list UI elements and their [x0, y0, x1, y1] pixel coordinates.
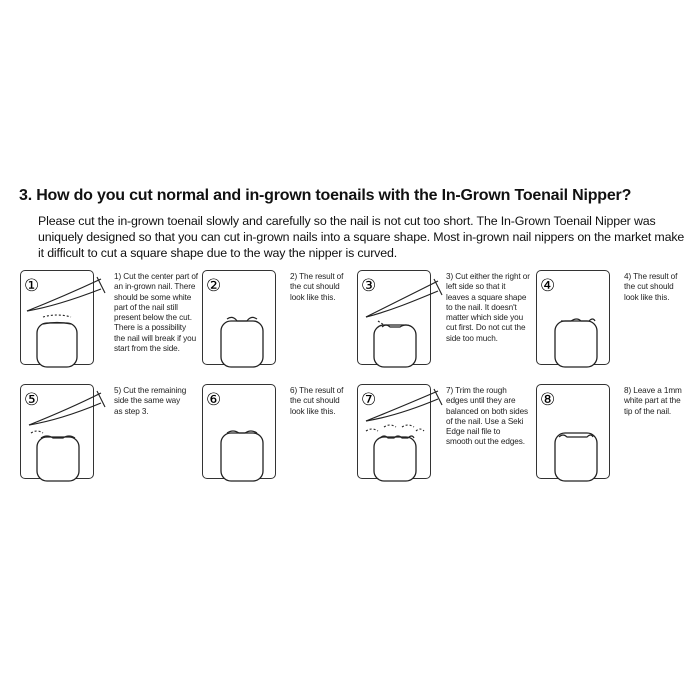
nipper-trimming-edges-icon [358, 385, 432, 480]
step-8-text: 8) Leave a 1mm white part at the tip of the nail. [624, 386, 682, 416]
step-7-number: ⑦ [361, 390, 377, 410]
step-4-text: 4) The result of the cut should look like this. [624, 272, 678, 302]
step-1-text: 1) Cut the center part of an in-grown nail. There should be some white part of the nail still present below the cut. There is a possibility the nail will break if you start from the side. [114, 272, 198, 354]
step-2-illustration [202, 270, 276, 365]
nipper-cutting-center-icon [21, 271, 95, 366]
step-4-illustration [536, 270, 610, 365]
step-1-illustration [20, 270, 94, 365]
intro-paragraph: Please cut the in-grown toenail slowly and carefully so the nail is not cut too short. The In-Grown Toenail Nipper was uniquely designed so that you can cut in-grown nails into a square shape. Most in-grown nail nippers on the market make it difficult to cut a square shape due to the way the nipper is curved. [38, 214, 685, 260]
toenail-side-cut-icon [537, 271, 611, 366]
step-8-number: ⑧ [540, 390, 556, 410]
page-title: 3. How do you cut normal and in-grown toenails with the In-Grown Toenail Nipper? [19, 187, 632, 204]
step-5-illustration [20, 384, 94, 479]
step-8-illustration [536, 384, 610, 479]
step-2-text: 2) The result of the cut should look like this. [290, 272, 344, 302]
nipper-cutting-remaining-side-icon [21, 385, 95, 480]
nipper-cutting-side-icon [358, 271, 432, 366]
step-3-number: ③ [361, 276, 377, 296]
toenail-square-cut-icon [203, 385, 277, 480]
step-3-text: 3) Cut either the right or left side so that it leaves a square shape to the nail. It doesn't matter which side you cut first. Do not cut the side too much. [446, 272, 530, 343]
step-5-number: ⑤ [24, 390, 40, 410]
step-6-text: 6) The result of the cut should look like this. [290, 386, 344, 416]
step-2-number: ② [206, 276, 222, 296]
step-7-text: 7) Trim the rough edges until they are balanced on both sides of the nail. Use a Seki Edge nail file to smooth out the edges. [446, 386, 529, 447]
step-4-number: ④ [540, 276, 556, 296]
step-6-illustration [202, 384, 276, 479]
step-6-number: ⑥ [206, 390, 222, 410]
step-3-illustration [357, 270, 431, 365]
step-7-illustration [357, 384, 431, 479]
step-1-number: ① [24, 276, 40, 296]
toenail-finished-icon [537, 385, 611, 480]
step-5-text: 5) Cut the remaining side the same way as step 3. [114, 386, 187, 416]
toenail-center-cut-icon [203, 271, 277, 366]
